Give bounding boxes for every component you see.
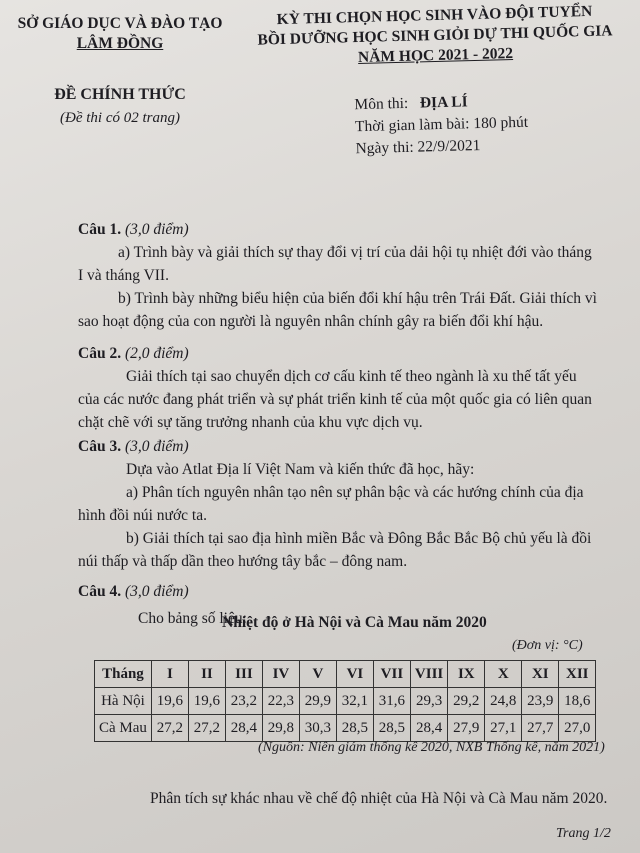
school-year: NĂM HỌC 2021 - 2022 [357, 44, 514, 67]
table-cell: XI [522, 661, 559, 688]
table-cell: 27,7 [522, 715, 559, 742]
table-row [95, 715, 596, 742]
official-label: ĐỀ CHÍNH THỨC [54, 86, 186, 103]
table-cell: 29,2 [448, 688, 485, 715]
page-number: Trang 1/2 [556, 826, 611, 841]
subject-label: Môn thi: [354, 94, 409, 114]
exam-date: Ngày thi: 22/9/2021 [355, 136, 481, 158]
table-cell: 29,8 [262, 715, 299, 742]
table-cell: 23,2 [225, 688, 262, 715]
table-cell: 29,9 [299, 688, 336, 715]
table-cell: 24,8 [485, 688, 522, 715]
exam-title-line1: KỲ THI CHỌN HỌC SINH VÀO ĐỘI TUYỂN [276, 2, 593, 29]
table-source: (Nguồn: Niên giám thống kê 2020, NXB Thống kê, năm 2021) [258, 740, 605, 755]
temperature-table [94, 660, 596, 742]
table-cell: 30,3 [299, 715, 336, 742]
q4-task: Phân tích sự khác nhau về chế độ nhiệt của Hà Nội và Cà Mau năm 2020. [150, 790, 608, 807]
table-cell: Hà Nội [95, 688, 152, 715]
q3-intro: Dựa vào Atlat Địa lí Việt Nam và kiến thức đã học, hãy: [126, 461, 475, 478]
table-row [95, 661, 596, 688]
table-cell: 29,3 [410, 688, 447, 715]
table-cell: VIII [410, 661, 447, 688]
table-cell: 27,2 [151, 715, 188, 742]
table-cell: 27,9 [448, 715, 485, 742]
question-2 [78, 342, 598, 434]
table-cell: XII [559, 661, 596, 688]
table-cell: III [225, 661, 262, 688]
table-cell: II [188, 661, 225, 688]
table-cell: 28,5 [336, 715, 373, 742]
q1-points: (3,0 điểm) [124, 221, 189, 238]
table-cell: 27,2 [188, 715, 225, 742]
q3-title: Câu 3. [78, 438, 122, 455]
table-cell: VI [336, 661, 373, 688]
exam-title [244, 1, 625, 71]
table-cell: 18,6 [559, 688, 596, 715]
table-cell: 28,4 [225, 715, 262, 742]
q2-title: Câu 2. [78, 345, 122, 362]
q4-title: Câu 4. [78, 583, 122, 600]
table-cell: Cà Mau [95, 715, 152, 742]
subject: ĐỊA LÍ [419, 93, 468, 112]
table-unit: (Đơn vị: °C) [512, 638, 583, 653]
q1-title: Câu 1. [78, 221, 122, 238]
table-cell: 32,1 [336, 688, 373, 715]
issuer-line1: SỞ GIÁO DỤC VÀ ĐÀO TẠO [17, 15, 223, 32]
q4-intro: Cho bảng số liệu: [138, 610, 247, 627]
q1-a: a) Trình bày và giải thích sự thay đổi vị trí của dải hội tụ nhiệt đới vào tháng I và tháng VII. [78, 244, 592, 284]
table-cell: V [299, 661, 336, 688]
table-cell: IX [448, 661, 485, 688]
q2-text: Giải thích tại sao chuyển dịch cơ cấu kinh tế theo ngành là xu thế tất yếu của các nước đang phát triển và sự phát triển kinh tế của một quốc gia có liên quan chặt chẽ với sự tăng trưởng nhanh của khu vực dịch vụ. [78, 368, 592, 431]
table-cell: VII [373, 661, 410, 688]
exam-info [354, 90, 529, 161]
table-cell: 31,6 [373, 688, 410, 715]
issuer-line2: LÂM ĐỒNG [76, 35, 164, 52]
q1-b: b) Trình bày những biểu hiện của biến đổi khí hậu trên Trái Đất. Giải thích vì sao hoạt động của con người là nguyên nhân chính gây ra biến đổi khí hậu. [78, 290, 597, 330]
table-cell: 23,9 [522, 688, 559, 715]
table-cell: 27,1 [485, 715, 522, 742]
page-count: (Đề thi có 02 trang) [60, 110, 180, 126]
table-cell: I [151, 661, 188, 688]
table-cell: 19,6 [188, 688, 225, 715]
q3-b: b) Giải thích tại sao địa hình miền Bắc và Đông Bắc Bắc Bộ chủ yếu là đồi núi thấp và thấp dần theo hướng tây bắc – đông nam. [78, 530, 592, 570]
table-title: Nhiệt độ ở Hà Nội và Cà Mau năm 2020 [222, 614, 487, 631]
issuer [10, 14, 230, 54]
table-cell: X [485, 661, 522, 688]
table-cell: 27,0 [559, 715, 596, 742]
table-cell: Tháng [95, 661, 152, 688]
q4-points: (3,0 điểm) [124, 583, 189, 600]
exam-title-line2: BỒI DƯỠNG HỌC SINH GIỎI DỰ THI QUỐC GIA [257, 22, 613, 49]
question-1 [78, 218, 598, 333]
q2-points: (2,0 điểm) [124, 345, 189, 362]
table-row [95, 688, 596, 715]
q3-a: a) Phân tích nguyên nhân tạo nên sự phân bậc và các hướng chính của địa hình đồi núi nước ta. [78, 484, 584, 524]
question-3 [78, 435, 598, 573]
table-cell: 19,6 [151, 688, 188, 715]
table-cell: 28,4 [410, 715, 447, 742]
q3-points: (3,0 điểm) [124, 438, 189, 455]
table-cell: IV [262, 661, 299, 688]
duration: Thời gian làm bài: 180 phút [354, 113, 529, 136]
table-cell: 22,3 [262, 688, 299, 715]
table-cell: 28,5 [373, 715, 410, 742]
